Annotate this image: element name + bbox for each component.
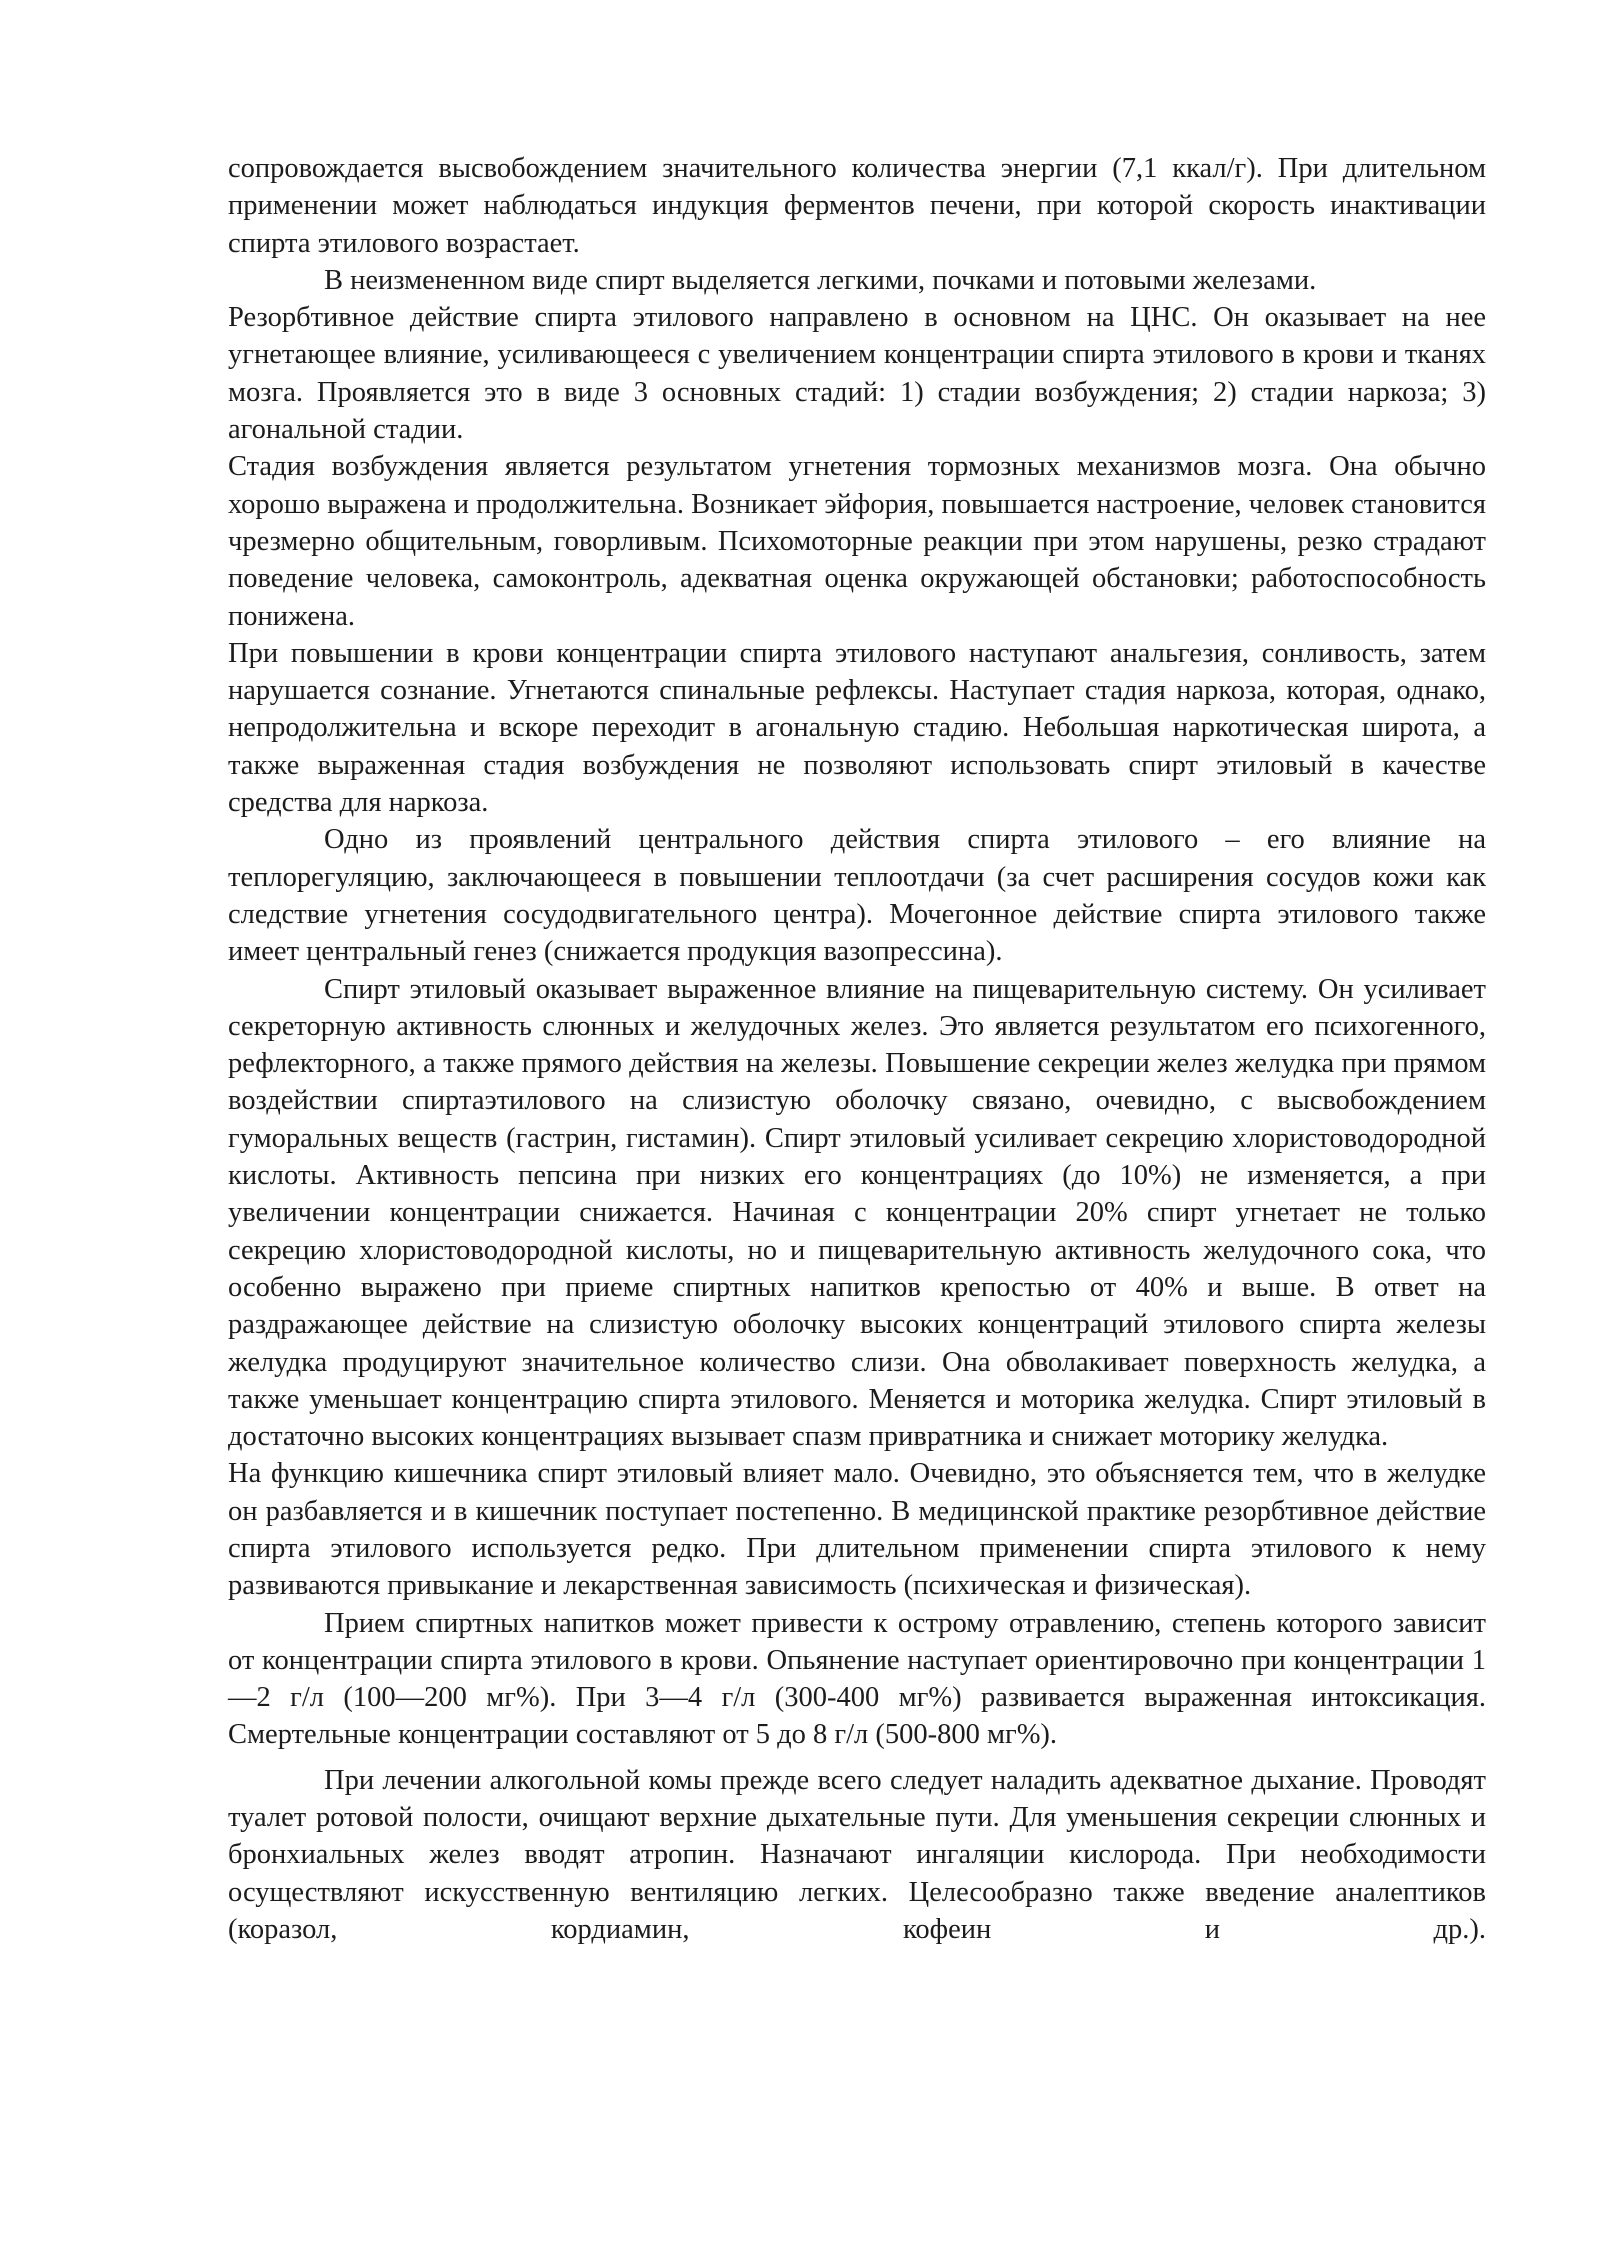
- paragraph-intestine-function: На функцию кишечника спирт этиловый влияет мало. Очевидно, это объясняется тем, что в желудке он разбавляется и в кишечник поступает постепенно. В медицинской практике резорбтивное действие спирта этилового используется редко. При длительном применении спирта этилового к нему развиваются привыкание и лекарственная зависимость (психическая и физическая).: [228, 1458, 1486, 1602]
- paragraph-narcosis-stage: При повышении в крови концентрации спирта этилового наступают анальгезия, сонливость, затем нарушается сознание. Угнетаются спинальные рефлексы. Наступает стадия наркоза, которая, однако, непродолжительна и вскоре переходит в агональную стадию. Небольшая наркотическая широта, а также выраженная стадия возбуждения не позволяют использовать спирт этиловый в качестве средства для наркоза.: [228, 637, 1486, 819]
- paragraph-thermoregulation: Одно из проявлений центрального действия спирта этилового – его влияние на теплорегуляцию, заключающееся в повышении теплоотдачи (за счет расширения сосудов кожи как следствие угнетения сосудодвигательного центра). Мочегонное действие спирта этилового также имеет центральный генез (снижается продукция вазопрессина).: [228, 824, 1486, 968]
- paragraph-excretion: В неизмененном виде спирт выделяется легкими, почками и потовыми железами.: [324, 264, 1317, 296]
- paragraph-coma-treatment: При лечении алкогольной комы прежде всего следует наладить адекватное дыхание. Проводят туалет ротовой полости, очищают верхние дыхательные пути. Для уменьшения секреции слюнных и бронхиальных желез вводят атропин. Назначают ингаляции кислорода. При необходимости осуществляют искусственную вентиляцию легких. Целесообразно также введение аналептиков (коразол, кордиамин, кофеин и др.).: [228, 1764, 1486, 1945]
- paragraph-resorptive-action: Резорбтивное действие спирта этилового направлено в основном на ЦНС. Он оказывает на нее угнетающее влияние, усиливающееся с увеличением концентрации спирта этилового в крови и тканях мозга. Проявляется это в виде 3 основных стадий: 1) стадии возбуждения; 2) стадии наркоза; 3) агональной стадии.: [228, 302, 1486, 446]
- paragraph-digestive-system: Спирт этиловый оказывает выраженное влияние на пищеварительную систему. Он усиливает секреторную активность слюнных и желудочных желез. Это является результатом его психогенного, рефлекторного, а также прямого действия на железы. Повышение секреции желез желудка при прямом воздействии спиртаэтилового на слизистую оболочку связано, очевидно, с высвобождением гуморальных веществ (гастрин, гистамин). Спирт этиловый усиливает секрецию хлористоводородной кислоты. Активность пепсина при низких его концентрациях (до 10%) не изменяется, а при увеличении концентрации снижается. Начиная с концентрации 20% спирт угнетает не только секрецию хлористоводородной кислоты, но и пищеварительную активность желудочного сока, что особенно выражено при приеме спиртных напитков крепостью от 40% и выше. В ответ на раздражающее действие на слизистую оболочку высоких концентраций этилового спирта железы желудка продуцируют значительное количество слизи. Она обволакивает поверхность желудка, а также уменьшает концентрацию спирта этилового. Меняется и моторика желудка. Спирт этиловый в достаточно высоких концентрациях вызывает спазм привратника и снижает моторику желудка.: [228, 973, 1486, 1453]
- document-page: [228, 150, 1486, 1948]
- paragraph-excitation-stage: Стадия возбуждения является результатом угнетения тормозных механизмов мозга. Она обычно хорошо выражена и продолжительна. Возникает эйфория, повышается настроение, человек становится чрезмерно общительным, говорливым. Психомоторные реакции при этом нарушены, резко страдают поведение человека, самоконтроль, адекватная оценка окружающей обстановки; работоспособность понижена.: [228, 451, 1486, 632]
- paragraph-energy-release: сопровождается высвобождением значительного количества энергии (7,1 ккал/г). При длительном применении может наблюдаться индукция ферментов печени, при которой скорость инактивации спирта этилового возрастает.: [228, 153, 1486, 259]
- paragraph-acute-poisoning: Прием спиртных напитков может привести к острому отравлению, степень которого зависит от концентрации спирта этилового в крови. Опьянение наступает ориентировочно при концентрации 1—2 г/л (100—200 мг%). При 3—4 г/л (300-400 мг%) развивается выраженная интоксикация. Смертельные концентрации составляют от 5 до 8 г/л (500-800 мг%).: [228, 1607, 1486, 1751]
